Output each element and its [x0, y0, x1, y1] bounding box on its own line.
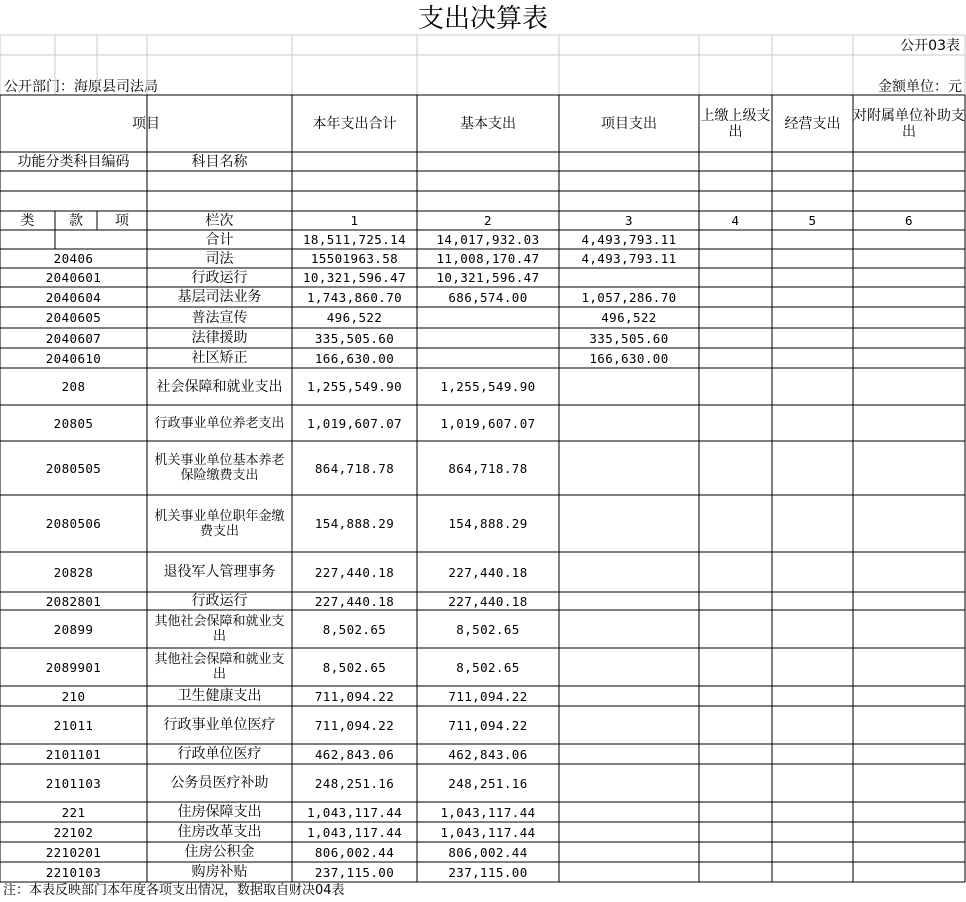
- row-subject-name: 住房改革支出: [177, 824, 262, 840]
- row-code: 2080506: [45, 516, 102, 531]
- row-basic: 14,017,932.03: [436, 232, 540, 247]
- row-subject-name: 机关事业单位基本养老保险缴费支出: [154, 453, 285, 483]
- row-project: 4,493,793.11: [581, 232, 677, 247]
- row-total: 711,094.22: [314, 717, 395, 733]
- row-code: 2101101: [45, 746, 102, 762]
- column-index-1: 1: [350, 213, 359, 228]
- row-project: [559, 802, 699, 822]
- column-index-3: 3: [625, 213, 633, 228]
- row-subject-name: 社区矫正: [191, 350, 248, 366]
- row-code: 2089901: [45, 659, 102, 675]
- row-total: 166,630.00: [314, 350, 395, 366]
- row-total: 227,440.18: [314, 593, 395, 609]
- row-basic: 227,440.18: [448, 593, 528, 609]
- row-basic: [417, 328, 559, 348]
- row-project: [559, 610, 699, 648]
- row-total: 8,502.65: [322, 659, 387, 675]
- footnote: 注：本表反映部门本年度各项支出情况，数据取自财决04表: [3, 883, 345, 898]
- row-basic: 462,843.06: [448, 746, 528, 762]
- row-subject-name: 购房补贴: [191, 864, 248, 880]
- column-index-4: 4: [731, 213, 740, 228]
- row-subject-name: 其他社会保障和就业支出: [154, 652, 285, 682]
- row-project: 335,505.60: [589, 330, 669, 346]
- row-project: [559, 552, 699, 592]
- row-project: [559, 592, 699, 610]
- row-basic: 1,019,607.07: [440, 415, 536, 431]
- row-basic: 1,043,117.44: [440, 804, 536, 820]
- row-subject-name: 住房保障支出: [177, 804, 262, 820]
- row-code: 210: [61, 688, 86, 704]
- row-code: 20406: [53, 251, 94, 266]
- row-code: 2210103: [45, 864, 102, 880]
- row-project: [559, 822, 699, 842]
- row-total: 335,505.60: [314, 330, 395, 346]
- row-subject-name: 公务员医疗补助: [170, 775, 269, 791]
- row-subject-name: 社会保障和就业支出: [156, 378, 283, 395]
- row-code: 2040610: [45, 350, 102, 366]
- row-basic: 1,043,117.44: [440, 824, 536, 840]
- row-total: 10,321,596.47: [302, 270, 407, 285]
- column-index-2: 2: [484, 213, 492, 228]
- row-project: [559, 405, 699, 441]
- row-basic: 806,002.44: [448, 844, 528, 860]
- header-basic: 基本支出: [460, 115, 516, 132]
- row-project: [559, 368, 699, 405]
- row-total: 1,019,607.07: [306, 415, 403, 431]
- row-total: 1,043,117.44: [306, 804, 403, 820]
- row-total: 15501963.58: [310, 251, 399, 266]
- row-total: 806,002.44: [314, 844, 395, 860]
- row-project: [559, 842, 699, 862]
- row-code: 2082801: [45, 593, 102, 609]
- row-subject-name: 基层司法业务: [177, 289, 262, 305]
- row-subject-name: 退役军人管理事务: [163, 564, 276, 580]
- row-subject-name: 住房公积金: [184, 844, 255, 860]
- row-basic: 237,115.00: [448, 864, 528, 880]
- row-code: 20828: [53, 564, 94, 580]
- row-total: 18,511,725.14: [302, 232, 407, 247]
- header-column-index: 栏次: [205, 212, 234, 229]
- row-project: [559, 441, 699, 495]
- row-total: 248,251.16: [314, 775, 395, 791]
- row-total: 237,115.00: [314, 864, 395, 880]
- row-subject-name: 其他社会保障和就业支出: [154, 614, 285, 644]
- header-subsidy: 对附属单位补助支出: [853, 107, 965, 140]
- row-project: [559, 648, 699, 686]
- row-subject-name: 机关事业单位职年金缴费支出: [154, 508, 285, 539]
- row-project: [559, 268, 699, 287]
- header-upper-remit: 上缴上级支出: [700, 107, 771, 140]
- row-code: 20805: [53, 415, 94, 431]
- row-total: 1,043,117.44: [306, 824, 403, 840]
- row-subject-name: 行政事业单位医疗: [163, 717, 276, 733]
- row-code: [0, 230, 147, 249]
- page-title: 支出决算表: [417, 4, 548, 34]
- row-basic: 864,718.78: [448, 460, 528, 476]
- row-project: 1,057,286.70: [581, 289, 677, 305]
- row-code: 2040601: [45, 270, 102, 285]
- row-code: 2040604: [45, 289, 102, 305]
- row-project: [559, 744, 699, 764]
- row-code: 22102: [53, 824, 94, 840]
- row-subject-name: 行政运行: [191, 269, 248, 286]
- row-basic: 227,440.18: [448, 564, 528, 580]
- row-total: 8,502.65: [322, 621, 387, 637]
- row-code: 208: [61, 379, 86, 394]
- header-function-code: 功能分类科目编码: [17, 153, 130, 170]
- row-subject-name: 行政事业单位养老支出: [154, 415, 285, 431]
- header-project: 项目支出: [601, 115, 657, 132]
- table-code: 公开03表: [900, 38, 960, 54]
- row-total: 496,522: [326, 310, 383, 325]
- row-basic: 154,888.29: [448, 516, 528, 531]
- row-basic: 8,502.65: [456, 659, 520, 675]
- row-total: 711,094.22: [314, 688, 395, 704]
- row-code: 20899: [53, 621, 94, 637]
- row-total: 154,888.29: [314, 516, 395, 531]
- unit-label: 金额单位：元: [878, 79, 962, 95]
- header-total: 本年支出合计: [312, 115, 397, 132]
- column-index-6: 6: [905, 213, 913, 228]
- row-subject-name: 卫生健康支出: [177, 688, 262, 704]
- header-subsection: 项: [115, 212, 129, 229]
- row-project: 496,522: [601, 310, 657, 325]
- row-project: 4,493,793.11: [581, 251, 677, 266]
- row-basic: [417, 307, 559, 328]
- row-total: 1,255,549.90: [306, 379, 403, 394]
- row-project: [559, 764, 699, 802]
- row-total: 864,718.78: [314, 460, 395, 476]
- row-basic: 10,321,596.47: [436, 270, 540, 285]
- row-project: [559, 686, 699, 706]
- row-subject-name: 法律援助: [191, 330, 248, 346]
- row-basic: 711,094.22: [448, 717, 528, 733]
- row-total: 227,440.18: [314, 564, 395, 580]
- header-category: 类: [20, 212, 35, 229]
- column-index-5: 5: [808, 213, 817, 228]
- row-subject-name: 行政运行: [191, 593, 248, 609]
- row-basic: 711,094.22: [448, 688, 528, 704]
- row-basic: 11,008,170.47: [436, 251, 540, 266]
- row-subject-name: 司法: [205, 250, 234, 267]
- department-label: 公开部门：海原县司法局: [4, 79, 158, 95]
- row-project: [559, 495, 699, 552]
- row-code: 2101103: [45, 775, 102, 791]
- row-total: 1,743,860.70: [306, 289, 403, 305]
- header-item: 项目: [132, 115, 160, 132]
- row-project: [559, 862, 699, 882]
- row-code: 2040607: [45, 330, 102, 346]
- row-subject-name: 普法宣传: [191, 309, 248, 326]
- row-basic: 686,574.00: [448, 289, 528, 305]
- header-business: 经营支出: [784, 115, 841, 132]
- row-subject-name: 行政单位医疗: [177, 746, 262, 762]
- row-basic: [417, 348, 559, 368]
- row-code: 2040605: [45, 310, 102, 325]
- row-basic: 8,502.65: [456, 621, 520, 637]
- row-code: 2210201: [45, 844, 102, 860]
- row-code: 21011: [53, 717, 94, 733]
- row-total: 462,843.06: [314, 746, 395, 762]
- header-section: 款: [69, 212, 83, 229]
- row-code: 221: [61, 804, 86, 820]
- row-basic: 1,255,549.90: [440, 379, 536, 394]
- row-project: 166,630.00: [589, 350, 669, 366]
- row-basic: 248,251.16: [448, 775, 528, 791]
- header-subject-name: 科目名称: [191, 153, 248, 170]
- row-project: [559, 706, 699, 744]
- row-code: 2080505: [45, 460, 102, 476]
- row-subject-name: 合计: [205, 231, 234, 248]
